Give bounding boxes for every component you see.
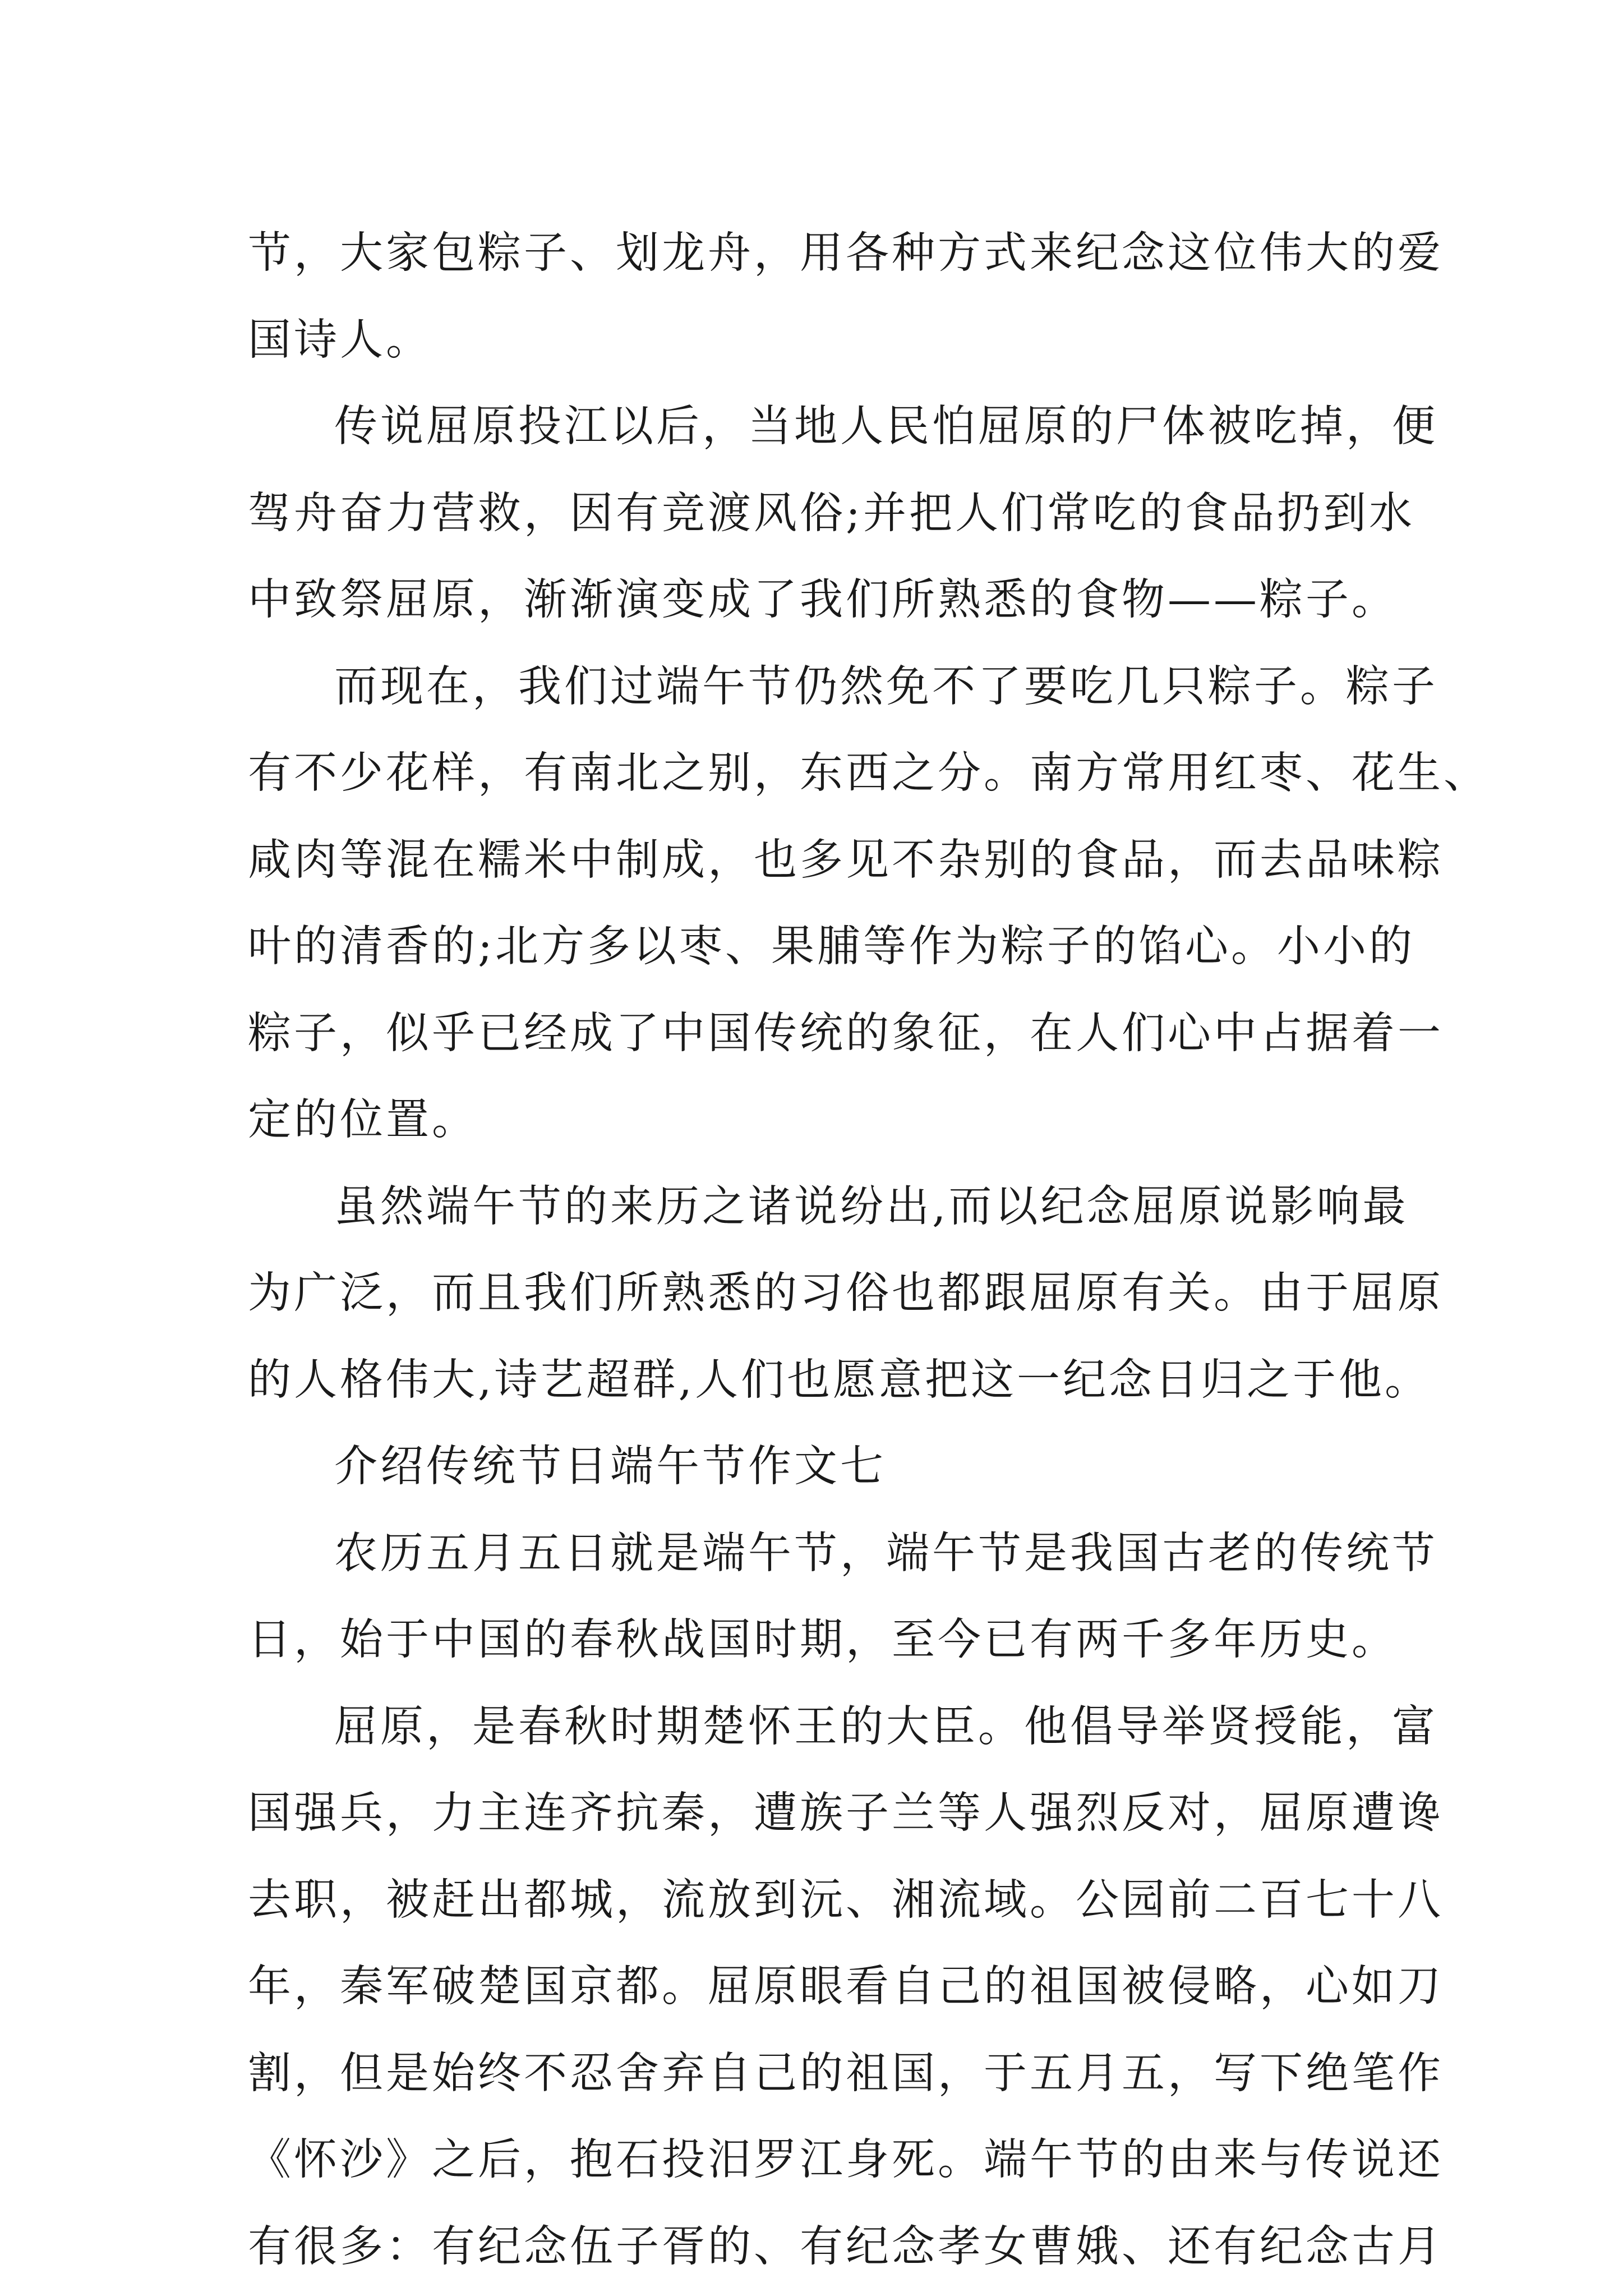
text-line: 有不少花样，有南北之别，东西之分。南方常用红枣、花生、: [248, 748, 1490, 798]
section-heading: 介绍传统节日端午节作文七: [334, 1442, 886, 1492]
text-line: 咸肉等混在糯米中制成，也多见不杂别的食品，而去品味粽: [248, 835, 1444, 885]
text-line: 叶的清香的;北方多以枣、果脯等作为粽子的馅心。小小的: [248, 922, 1415, 972]
text-line: 国强兵，力主连齐抗秦，遭族子兰等人强烈反对，屈原遭谗: [248, 1788, 1444, 1838]
text-line: 中致祭屈原，渐渐演变成了我们所熟悉的食物——粽子。: [248, 575, 1398, 625]
text-line: 定的位置。: [248, 1095, 478, 1145]
paragraph-start-line: 屈原，是春秋时期楚怀王的大臣。他倡导举贤授能，富: [334, 1701, 1438, 1752]
text-line: 国诗人。: [248, 315, 432, 365]
body-text: [248, 210, 1490, 2290]
text-line: 《怀沙》之后，抱石投汨罗江身死。端午节的由来与传说还: [248, 2135, 1444, 2185]
paragraph-start-line: 传说屈原投江以后，当地人民怕屈原的尸体被吃掉，便: [334, 402, 1438, 452]
text-line: 有很多：有纪念伍子胥的、有纪念孝女曹娥、还有纪念古月: [248, 2221, 1444, 2272]
text-line: 割，但是始终不忍舍弃自己的祖国，于五月五，写下绝笔作: [248, 2048, 1444, 2099]
paragraph-start-line: 农历五月五日就是端午节，端午节是我国古老的传统节: [334, 1528, 1438, 1579]
text-line: 年，秦军破楚国京都。屈原眼看自己的祖国被侵略，心如刀: [248, 1962, 1444, 2012]
paragraph-start-line: 而现在，我们过端午节仍然免不了要吃几只粽子。粽子: [334, 661, 1438, 712]
text-line: 的人格伟大,诗艺超群,人们也愿意把这一纪念日归之于他。: [248, 1355, 1431, 1405]
text-line: 粽子，似乎已经成了中国传统的象征，在人们心中占据着一: [248, 1008, 1444, 1059]
text-line: 节，大家包粽子、划龙舟，用各种方式来纪念这位伟大的爱: [248, 228, 1444, 278]
paragraph-start-line: 虽然端午节的来历之诸说纷出,而以纪念屈原说影响最: [334, 1181, 1409, 1232]
text-line: 驾舟奋力营救，因有竞渡风俗;并把人们常吃的食品扔到水: [248, 488, 1415, 539]
text-line: 为广泛，而且我们所熟悉的习俗也都跟屈原有关。由于屈原: [248, 1268, 1444, 1318]
text-line: 日，始于中国的春秋战国时期，至今已有两千多年历史。: [248, 1615, 1398, 1665]
text-line: 去职，被赶出都城，流放到沅、湘流域。公园前二百七十八: [248, 1875, 1444, 1925]
